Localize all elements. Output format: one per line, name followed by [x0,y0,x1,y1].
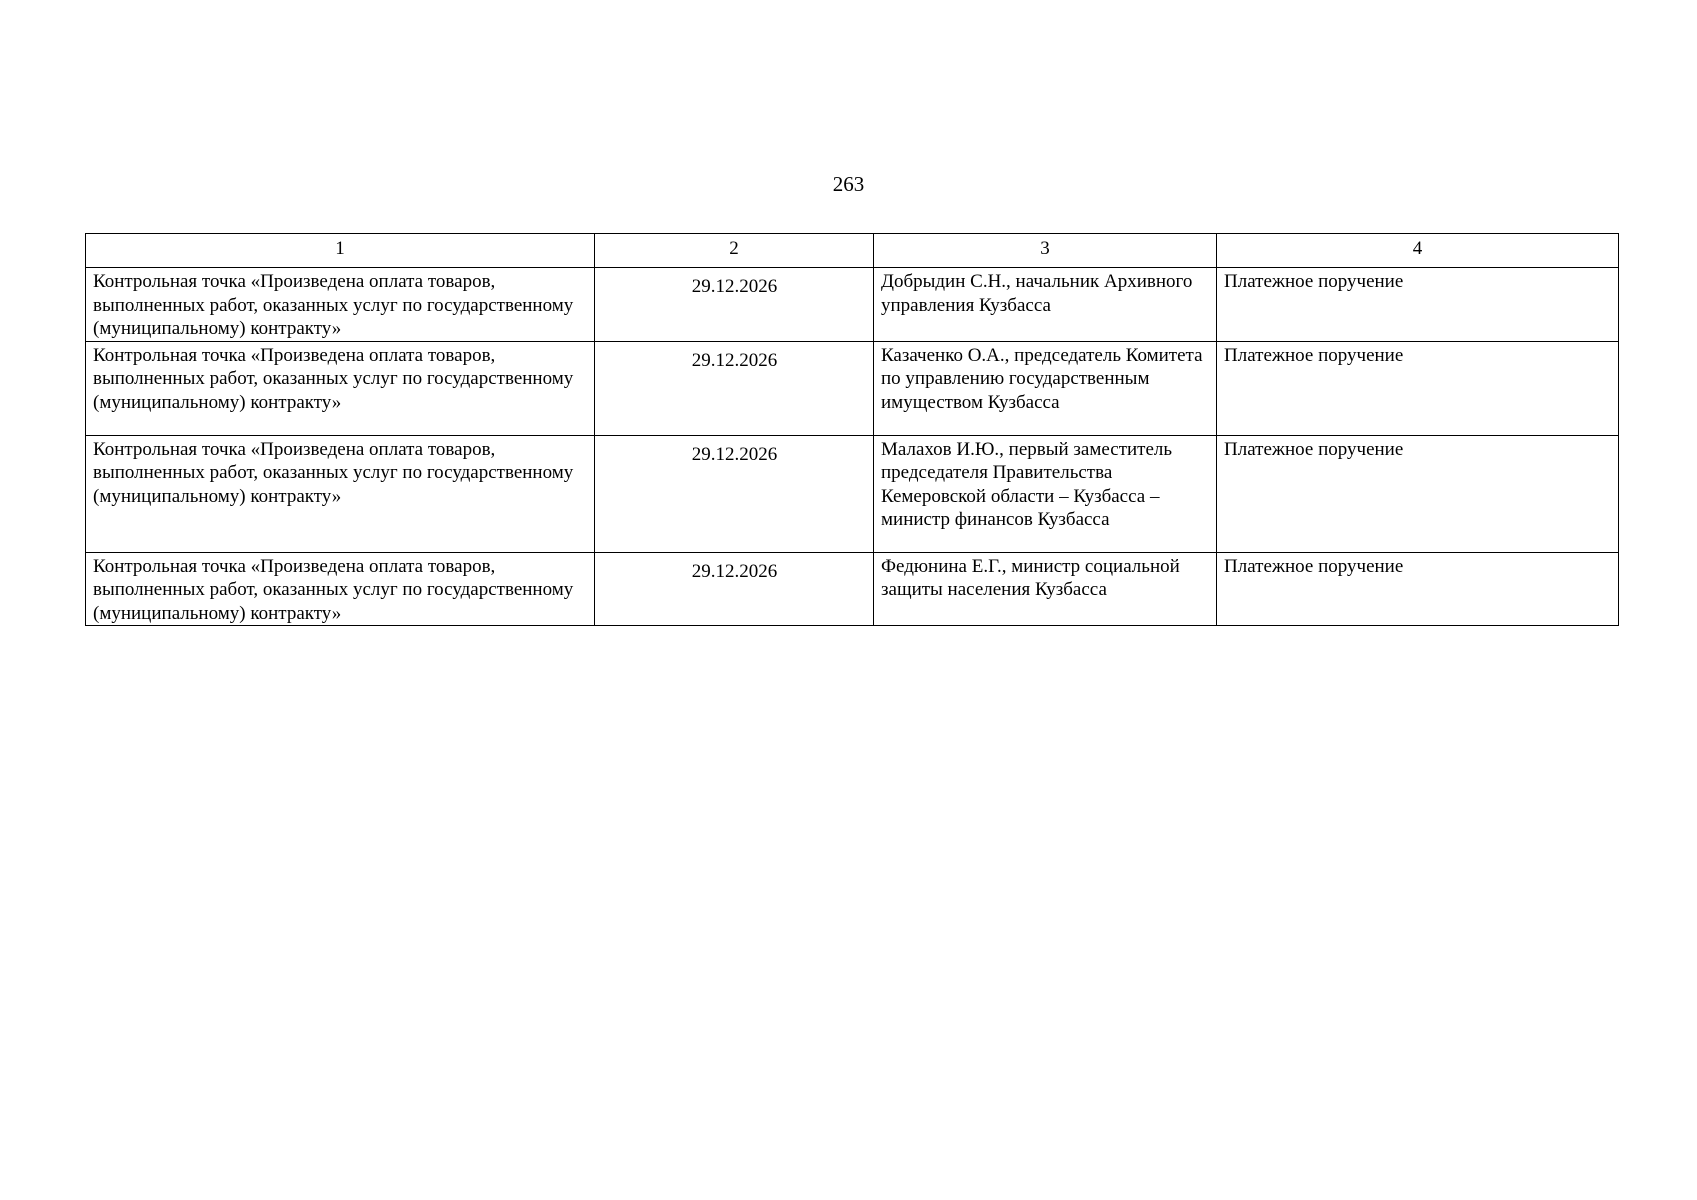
table-row [86,268,1619,342]
column-number-3: 3 [874,234,1217,268]
control-point-cell: Контрольная точка «Произведена оплата товаров, выполненных работ, оказанных услуг по государственному (муниципальному) контракту» [86,268,595,342]
column-number-1: 1 [86,234,595,268]
page-number: 263 [832,172,865,196]
column-number-2: 2 [595,234,874,268]
control-point-cell: Контрольная точка «Произведена оплата товаров, выполненных работ, оказанных услуг по государственному (муниципальному) контракту» [86,341,595,435]
document-cell: Платежное поручение [1217,268,1619,342]
responsible-cell: Казаченко О.А., председатель Комитета по управлению государственным имуществом Кузбасса [874,341,1217,435]
date-cell: 29.12.2026 [595,268,874,342]
date-cell: 29.12.2026 [595,341,874,435]
column-number-4: 4 [1217,234,1619,268]
responsible-cell: Добрыдин С.Н., начальник Архивного управления Кузбасса [874,268,1217,342]
control-point-cell: Контрольная точка «Произведена оплата товаров, выполненных работ, оказанных услуг по государственному (муниципальному) контракту» [86,435,595,552]
control-point-cell: Контрольная точка «Произведена оплата товаров, выполненных работ, оказанных услуг по государственному (муниципальному) контракту» [86,552,595,626]
table-row [86,552,1619,626]
table-header-row [86,234,1619,268]
control-points-table [85,233,1619,626]
table-row [86,341,1619,435]
document-cell: Платежное поручение [1217,435,1619,552]
responsible-cell: Федюнина Е.Г., министр социальной защиты населения Кузбасса [874,552,1217,626]
document-cell: Платежное поручение [1217,341,1619,435]
date-cell: 29.12.2026 [595,435,874,552]
responsible-cell: Малахов И.Ю., первый заместитель председателя Правительства Кемеровской области – Кузбасса – министр финансов Кузбасса [874,435,1217,552]
document-cell: Платежное поручение [1217,552,1619,626]
table-row [86,435,1619,552]
date-cell: 29.12.2026 [595,552,874,626]
